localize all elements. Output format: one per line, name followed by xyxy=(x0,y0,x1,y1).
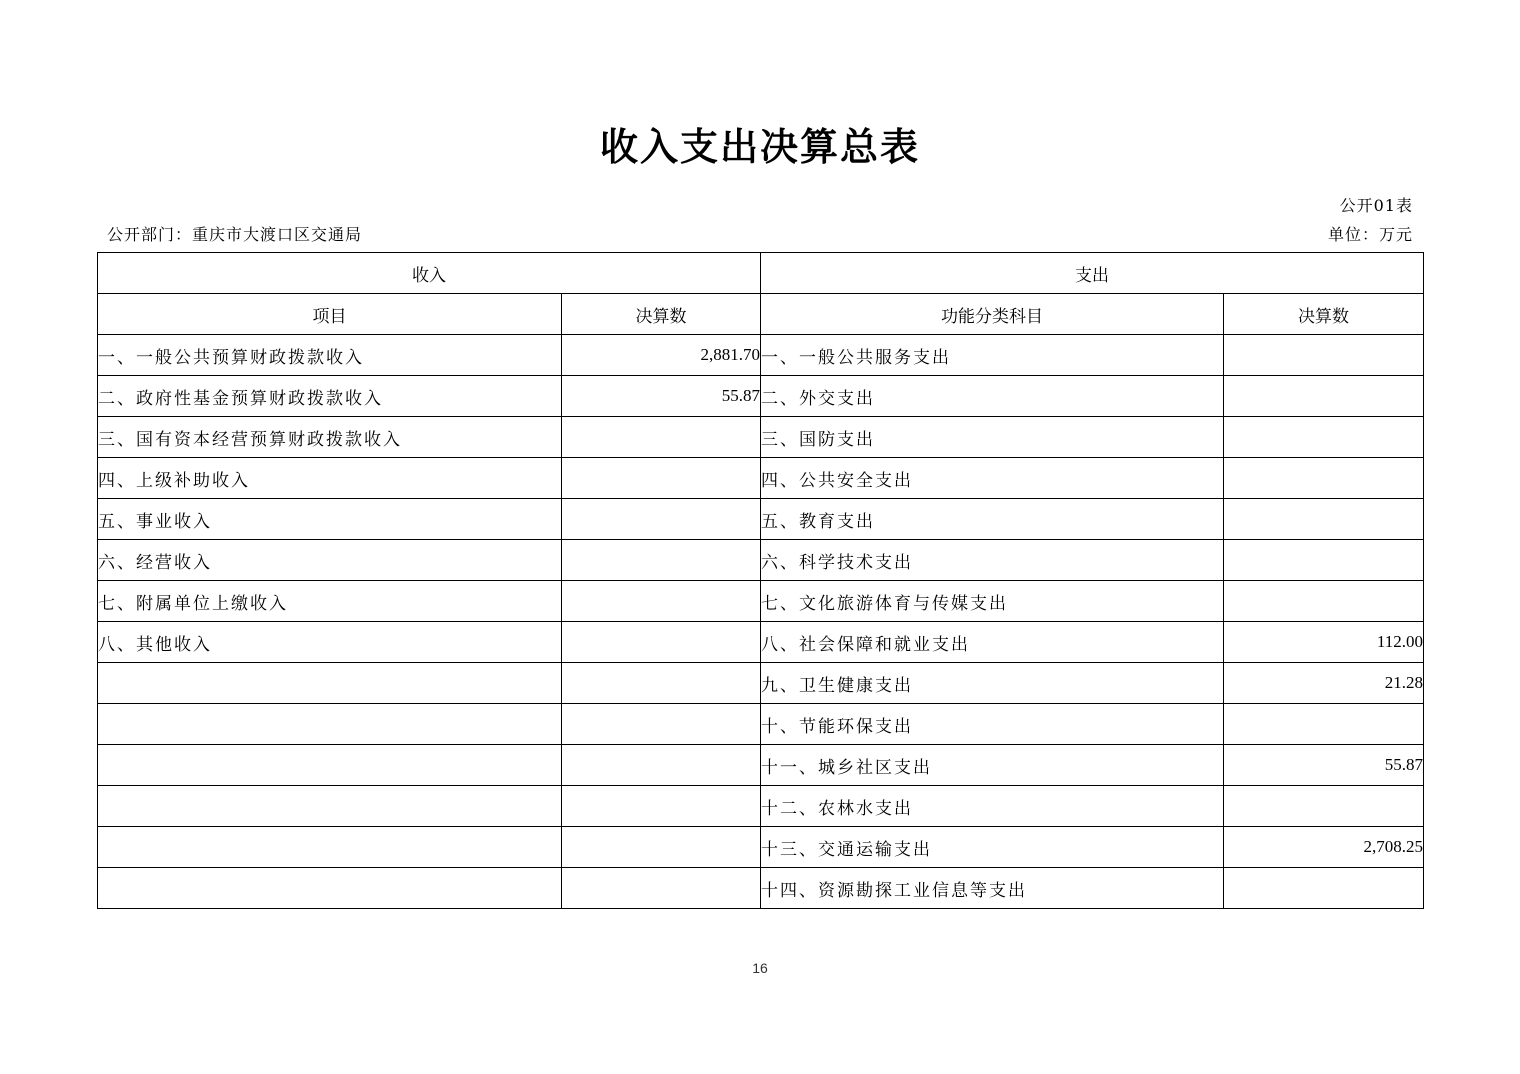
page-title: 收入支出决算总表 xyxy=(599,125,920,169)
income-item-cell: 四、上级补助收入 xyxy=(98,458,562,499)
form-number: 公开01表 xyxy=(1339,196,1413,215)
income-item-cell: 五、事业收入 xyxy=(98,499,562,540)
income-item-cell: 一、一般公共预算财政拨款收入 xyxy=(98,335,562,376)
table-row xyxy=(98,786,1424,827)
table-row xyxy=(98,458,1424,499)
table-row xyxy=(98,745,1424,786)
expense-amount-cell xyxy=(1224,786,1424,827)
expense-amount-cell xyxy=(1224,458,1424,499)
table-row xyxy=(98,376,1424,417)
income-item-cell: 七、附属单位上缴收入 xyxy=(98,581,562,622)
table-row xyxy=(98,622,1424,663)
income-amount-cell xyxy=(562,745,761,786)
expense-item-cell: 五、教育支出 xyxy=(761,499,1224,540)
table-row xyxy=(98,581,1424,622)
expense-item-cell: 三、国防支出 xyxy=(761,417,1224,458)
income-amount-cell xyxy=(562,581,761,622)
income-amount-cell xyxy=(562,786,761,827)
income-amount-cell: 2,881.70 xyxy=(562,335,761,376)
income-amount-cell xyxy=(562,458,761,499)
expense-amount-cell: 55.87 xyxy=(1224,745,1424,786)
income-item-cell xyxy=(98,704,562,745)
table-row xyxy=(98,335,1424,376)
expense-item-cell: 六、科学技术支出 xyxy=(761,540,1224,581)
expense-item-cell: 八、社会保障和就业支出 xyxy=(761,622,1224,663)
unit-label: 单位：万元 xyxy=(1327,225,1413,244)
expense-item-cell: 九、卫生健康支出 xyxy=(761,663,1224,704)
income-amount-cell xyxy=(562,663,761,704)
expense-amount-cell xyxy=(1224,335,1424,376)
expense-item-header: 功能分类科目 xyxy=(761,294,1224,335)
income-item-cell: 三、国有资本经营预算财政拨款收入 xyxy=(98,417,562,458)
group-header-row xyxy=(98,253,1424,294)
expense-item-cell: 十四、资源勘探工业信息等支出 xyxy=(761,868,1224,909)
income-item-cell xyxy=(98,868,562,909)
expense-item-cell: 二、外交支出 xyxy=(761,376,1224,417)
expense-amount-header: 决算数 xyxy=(1224,294,1424,335)
table-row xyxy=(98,540,1424,581)
income-amount-header: 决算数 xyxy=(562,294,761,335)
table-body xyxy=(98,335,1424,909)
income-item-cell: 六、经营收入 xyxy=(98,540,562,581)
expense-amount-cell xyxy=(1224,376,1424,417)
page-number: 16 xyxy=(752,960,768,976)
expense-item-cell: 十一、城乡社区支出 xyxy=(761,745,1224,786)
expense-item-cell: 七、文化旅游体育与传媒支出 xyxy=(761,581,1224,622)
income-amount-cell xyxy=(562,704,761,745)
table-row xyxy=(98,417,1424,458)
table-row xyxy=(98,827,1424,868)
table-row xyxy=(98,868,1424,909)
income-amount-cell xyxy=(562,540,761,581)
income-item-cell xyxy=(98,786,562,827)
table-row xyxy=(98,499,1424,540)
income-amount-cell xyxy=(562,827,761,868)
column-header-row xyxy=(98,294,1424,335)
income-item-cell: 八、其他收入 xyxy=(98,622,562,663)
income-amount-cell: 55.87 xyxy=(562,376,761,417)
expense-amount-cell: 21.28 xyxy=(1224,663,1424,704)
expense-amount-cell: 112.00 xyxy=(1224,622,1424,663)
income-item-cell xyxy=(98,663,562,704)
expense-amount-cell xyxy=(1224,540,1424,581)
income-item-cell xyxy=(98,745,562,786)
income-item-cell xyxy=(98,827,562,868)
income-amount-cell xyxy=(562,622,761,663)
table-row xyxy=(98,663,1424,704)
income-item-header: 项目 xyxy=(98,294,562,335)
expense-amount-cell xyxy=(1224,581,1424,622)
expense-amount-cell xyxy=(1224,868,1424,909)
expense-item-cell: 十、节能环保支出 xyxy=(761,704,1224,745)
expense-amount-cell xyxy=(1224,417,1424,458)
income-item-cell: 二、政府性基金预算财政拨款收入 xyxy=(98,376,562,417)
expense-item-cell: 四、公共安全支出 xyxy=(761,458,1224,499)
expense-group-header: 支出 xyxy=(761,253,1424,294)
expense-item-cell: 十三、交通运输支出 xyxy=(761,827,1224,868)
income-amount-cell xyxy=(562,868,761,909)
expense-amount-cell xyxy=(1224,499,1424,540)
expense-amount-cell xyxy=(1224,704,1424,745)
income-amount-cell xyxy=(562,499,761,540)
income-amount-cell xyxy=(562,417,761,458)
table-row xyxy=(98,704,1424,745)
department-label: 公开部门：重庆市大渡口区交通局 xyxy=(107,225,363,244)
expense-item-cell: 十二、农林水支出 xyxy=(761,786,1224,827)
expense-item-cell: 一、一般公共服务支出 xyxy=(761,335,1224,376)
income-group-header: 收入 xyxy=(98,253,761,294)
expense-amount-cell: 2,708.25 xyxy=(1224,827,1424,868)
budget-table xyxy=(97,252,1424,909)
